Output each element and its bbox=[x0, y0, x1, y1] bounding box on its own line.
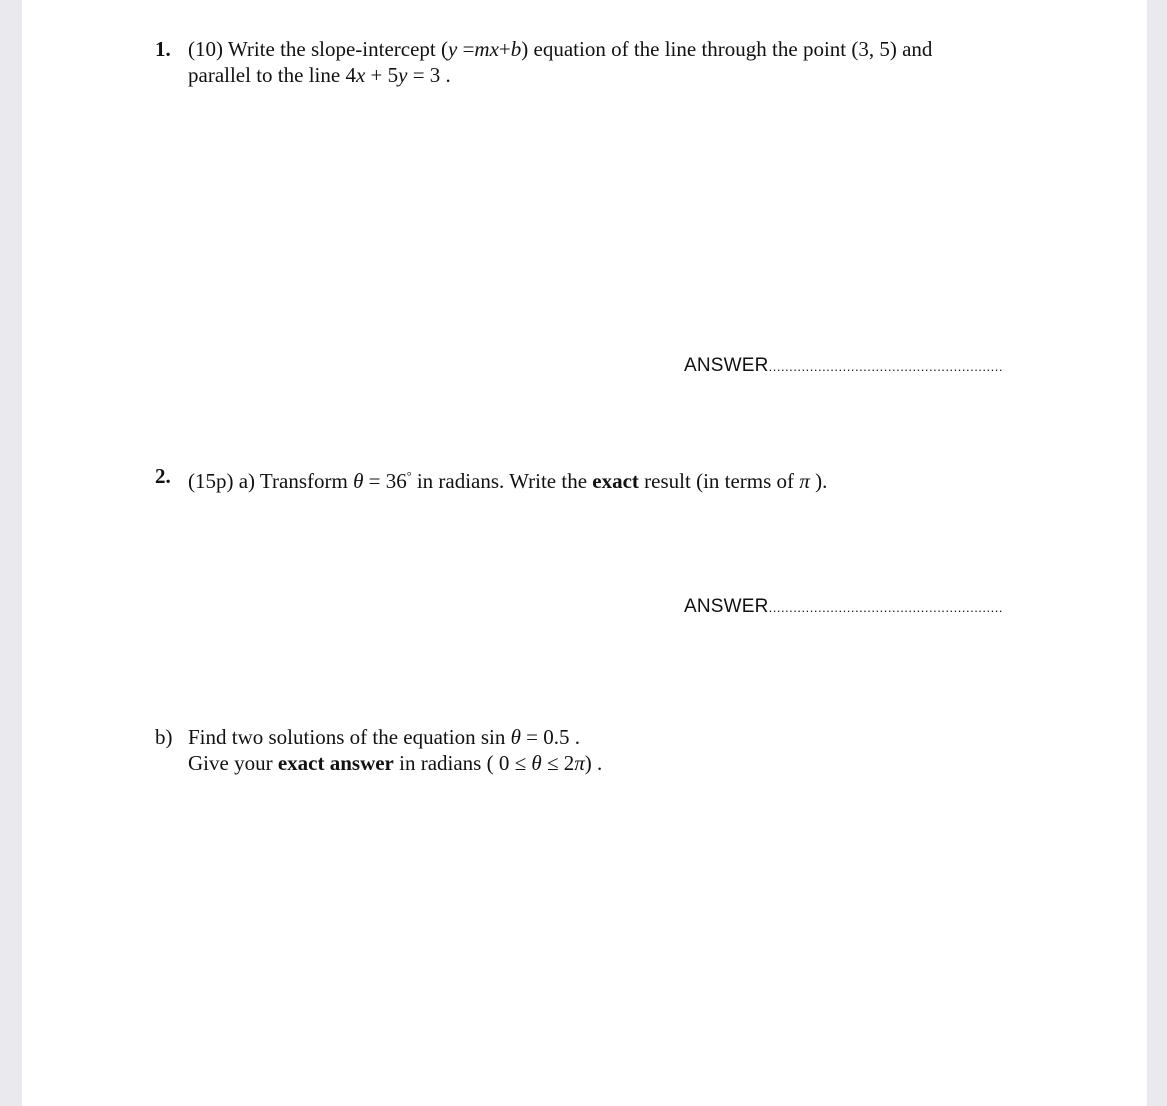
question-2a bbox=[155, 463, 827, 494]
document-page bbox=[22, 0, 1147, 1106]
answer-line-2[interactable] bbox=[684, 596, 1003, 618]
answer-dots: ......................................................... bbox=[768, 600, 1003, 615]
question-number: 1. bbox=[155, 37, 171, 61]
answer-label: ANSWER bbox=[684, 355, 769, 376]
question-part-label: b) bbox=[155, 725, 173, 749]
answer-dots: ......................................................... bbox=[768, 359, 1003, 374]
question-2a-text: (15p) a) Transform θ = 36° in radians. Write the exact result (in terms of π ). bbox=[188, 469, 828, 493]
question-2b-line-2: Give your exact answer in radians ( 0 ≤ θ ≤ 2π) . bbox=[188, 751, 603, 775]
answer-label: ANSWER bbox=[684, 596, 769, 617]
question-1-line-2: parallel to the line 4x + 5y = 3 . bbox=[188, 63, 451, 87]
question-2b-line-1: Find two solutions of the equation sin θ = 0.5 . bbox=[188, 725, 580, 749]
answer-line-1[interactable] bbox=[684, 355, 1003, 377]
question-1 bbox=[155, 36, 932, 88]
question-1-line-1: (10) Write the slope-intercept (y =mx+b) equation of the line through the point (3, 5) and bbox=[188, 37, 933, 61]
question-number: 2. bbox=[155, 464, 171, 488]
question-2b bbox=[155, 724, 602, 776]
